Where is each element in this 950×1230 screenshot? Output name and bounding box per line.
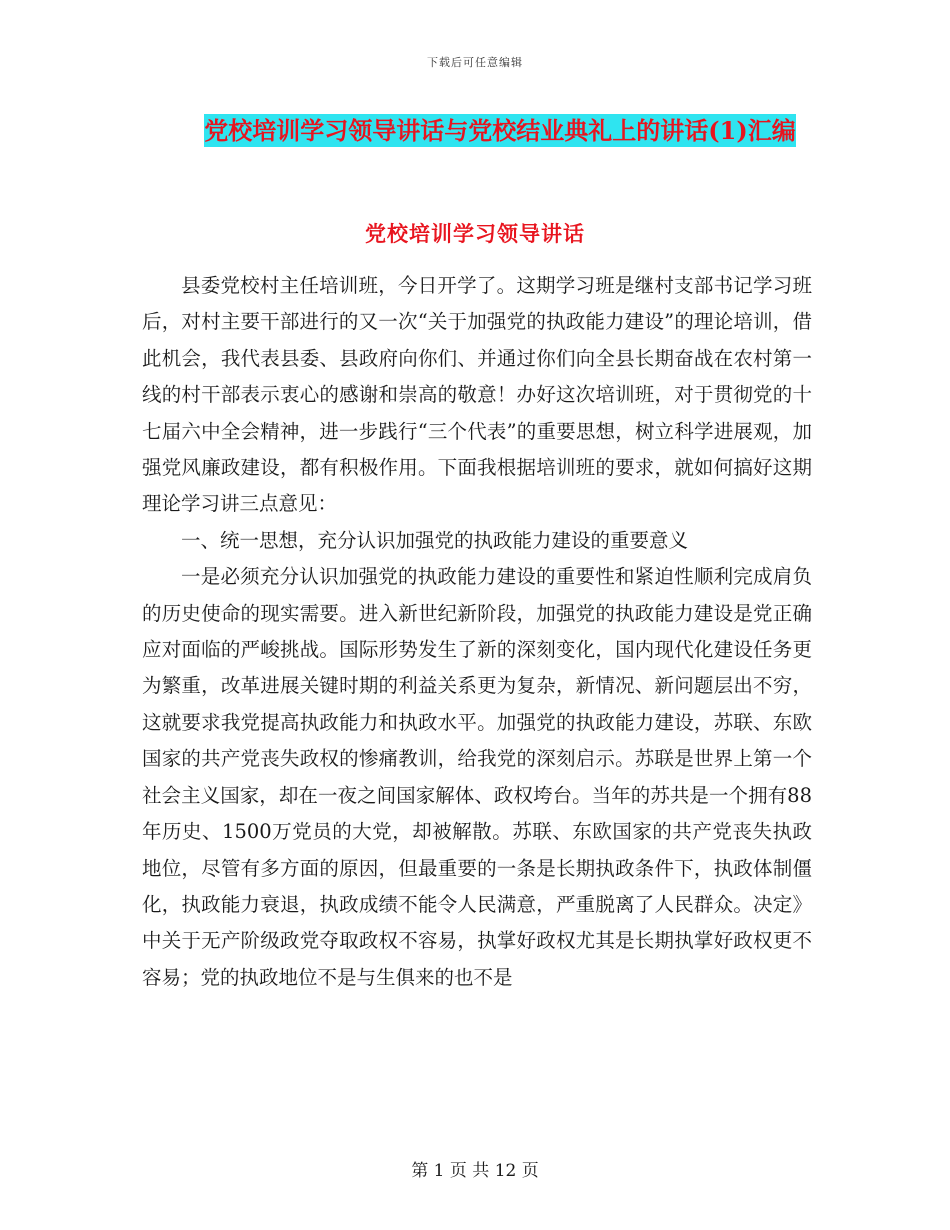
document-title: [160, 110, 840, 152]
header-note: 下载后可任意编辑: [427, 56, 523, 69]
section-title: 党校培训学习领导讲话: [365, 221, 585, 246]
paragraph: 一是必须充分认识加强党的执政能力建设的重要性和紧迫性顺利完成肩负的历史使命的现实需要。进入新世纪新阶段，加强党的执政能力建设是党正确应对面临的严峻挑战。国际形势发生了新的深刻变化，国内现代化建设任务更为繁重，改革进展关键时期的利益关系更为复杂，新情况、新问题层出不穷，这就要求我党提高执政能力和执政水平。加强党的执政能力建设，苏联、东欧国家的共产党丧失政权的惨痛教训，给我党的深刻启示。苏联是世界上第一个社会主义国家，却在一夜之间国家解体、政权垮台。当年的苏共是一个拥有88年历史、1500万党员的大党，却被解散。苏联、东欧国家的共产党丧失执政地位，尽管有多方面的原因，但最重要的一条是长期执政条件下，执政体制僵化，执政能力衰退，执政成绩不能令人民满意，严重脱离了人民群众。决定》中关于无产阶级政党夺取政权不容易，执掌好政权尤其是长期执掌好政权更不容易；党的执政地位不是与生俱来的也不是: [142, 565, 812, 989]
document-title-text: 党校培训学习领导讲话与党校结业典礼上的讲话(1)汇编: [204, 116, 796, 145]
document-body: [142, 268, 812, 996]
paragraph-heading: 一、统一思想，充分认识加强党的执政能力建设的重要意义: [181, 528, 689, 552]
page-footer: 第 1 页 共 12 页: [411, 1161, 539, 1181]
paragraph: 县委党校村主任培训班，今日开学了。这期学习班是继村支部书记学习班后，对村主要干部进行的又一次“关于加强党的执政能力建设”的理论培训，借此机会，我代表县委、县政府向你们、并通过你们向全县长期奋战在农村第一线的村干部表示衷心的感谢和崇高的敬意！办好这次培训班，对于贯彻党的十七届六中全会精神，进一步践行“三个代表”的重要思想，树立科学进展观，加强党风廉政建设，都有积极作用。下面我根据培训班的要求，就如何搞好这期理论学习讲三点意见：: [142, 274, 812, 516]
